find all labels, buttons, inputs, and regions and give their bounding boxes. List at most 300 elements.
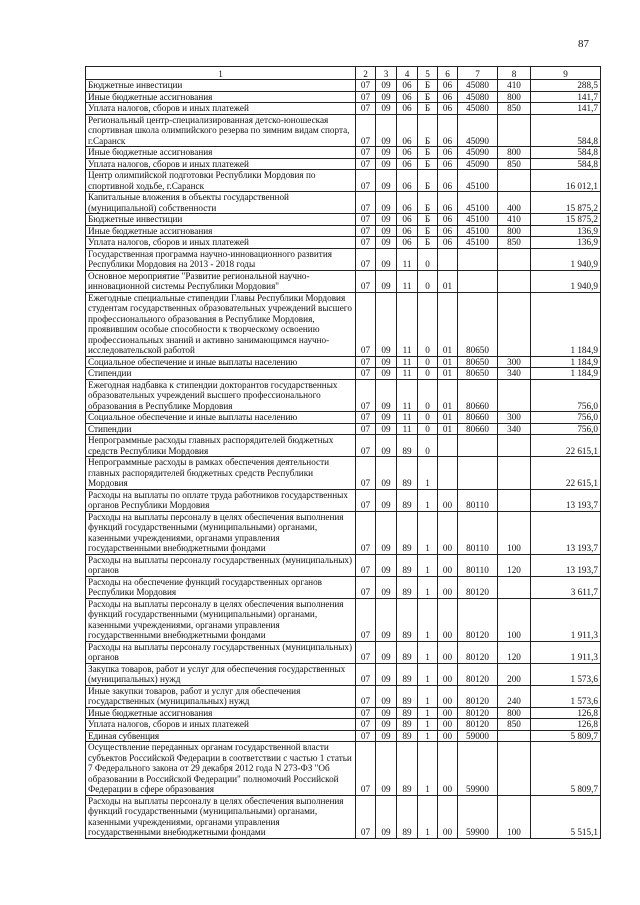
code-6-cell: 00 (438, 554, 458, 576)
code-3-cell: 09 (376, 270, 397, 292)
code-2-cell: 07 (356, 685, 376, 707)
amount-cell: 1 573,6 (531, 685, 601, 707)
code-6-cell: 00 (438, 795, 458, 838)
item-name-cell: Непрограммные расходы главных распорядителей бюджетных средств Республики Мордовия (86, 435, 356, 457)
amount-cell: 22 615,1 (531, 435, 601, 457)
code-7-cell: 45080 (458, 103, 498, 115)
code-4-cell: 11 (397, 412, 418, 424)
code-2-cell: 07 (356, 663, 376, 685)
table-row (86, 292, 601, 356)
table-row (86, 598, 601, 641)
code-2-cell: 07 (356, 707, 376, 719)
item-name-cell: Единая субвенция (86, 730, 356, 742)
amount-cell: 1 184,9 (531, 292, 601, 356)
table-row (86, 356, 601, 368)
code-8-cell (498, 170, 531, 192)
amount-cell: 15 875,2 (531, 192, 601, 214)
table-row (86, 412, 601, 424)
code-7-cell: 80650 (458, 356, 498, 368)
amount-cell: 1 940,9 (531, 248, 601, 270)
page-number: 87 (578, 38, 589, 50)
code-5-cell: 1 (418, 730, 438, 742)
item-name-cell: Осуществление переданных органам государственной власти субъектов Российской Федерации в соответствии с частью 1 статьи 7 Федерального закона от 29 декабря 2012 года N 273-ФЗ "Об образовании в Российской Федерации" полномочий Российской Федерации в сфере образования (86, 742, 356, 796)
code-7-cell: 80660 (458, 379, 498, 412)
code-8-cell (498, 457, 531, 490)
code-2-cell: 07 (356, 576, 376, 598)
table-row (86, 730, 601, 742)
code-7-cell: 45100 (458, 237, 498, 249)
code-7-cell: 80120 (458, 641, 498, 663)
code-6-cell: 01 (438, 423, 458, 435)
code-4-cell: 06 (397, 80, 418, 92)
amount-cell: 13 193,7 (531, 489, 601, 511)
code-3-cell: 09 (376, 663, 397, 685)
code-5-cell: 1 (418, 742, 438, 796)
code-7-cell: 80650 (458, 292, 498, 356)
code-4-cell: 06 (397, 225, 418, 237)
code-3-cell: 09 (376, 170, 397, 192)
code-4-cell: 06 (397, 214, 418, 226)
code-3-cell: 09 (376, 554, 397, 576)
code-8-cell: 800 (498, 91, 531, 103)
code-3-cell: 09 (376, 80, 397, 92)
table-row (86, 158, 601, 170)
code-8-cell: 120 (498, 554, 531, 576)
code-8-cell (498, 742, 531, 796)
code-3-cell: 09 (376, 91, 397, 103)
amount-cell: 1 911,3 (531, 598, 601, 641)
code-6-cell: 06 (438, 214, 458, 226)
code-4-cell: 11 (397, 423, 418, 435)
column-header-6: 6 (438, 67, 458, 80)
code-8-cell: 410 (498, 80, 531, 92)
code-2-cell: 07 (356, 379, 376, 412)
code-5-cell: Б (418, 214, 438, 226)
code-2-cell: 07 (356, 435, 376, 457)
code-2-cell: 07 (356, 114, 376, 147)
table-row (86, 795, 601, 838)
table-row (86, 423, 601, 435)
item-name-cell: Расходы на выплаты персоналу государственных (муниципальных) органов (86, 554, 356, 576)
code-8-cell: 340 (498, 423, 531, 435)
amount-cell: 756,0 (531, 423, 601, 435)
code-3-cell: 09 (376, 158, 397, 170)
code-6-cell: 00 (438, 742, 458, 796)
code-2-cell: 07 (356, 423, 376, 435)
code-6-cell: 00 (438, 719, 458, 731)
code-3-cell: 09 (376, 707, 397, 719)
code-8-cell: 100 (498, 795, 531, 838)
code-3-cell: 09 (376, 730, 397, 742)
item-name-cell: Расходы на обеспечение функций государственных органов Республики Мордовия (86, 576, 356, 598)
code-3-cell: 09 (376, 147, 397, 159)
code-8-cell: 850 (498, 237, 531, 249)
code-4-cell: 89 (397, 457, 418, 490)
code-7-cell: 45100 (458, 225, 498, 237)
item-name-cell: Региональный центр-специализированная детско-юношеская спортивная школа олимпийского резерва по зимним видам спорта, г.Саранск (86, 114, 356, 147)
item-name-cell: Расходы на выплаты персоналу в целях обеспечения выполнения функций государственными (муниципальными) органами, казенными учреждениями, органами управления государственными внебюджетными фондами (86, 795, 356, 838)
code-7-cell: 80110 (458, 554, 498, 576)
code-4-cell: 06 (397, 170, 418, 192)
code-6-cell: 01 (438, 292, 458, 356)
code-7-cell: 45090 (458, 114, 498, 147)
code-2-cell: 07 (356, 598, 376, 641)
amount-cell: 16 012,1 (531, 170, 601, 192)
code-5-cell: 0 (418, 292, 438, 356)
table-row (86, 641, 601, 663)
code-7-cell: 80120 (458, 685, 498, 707)
code-6-cell: 00 (438, 707, 458, 719)
code-8-cell: 200 (498, 663, 531, 685)
table-row (86, 511, 601, 554)
column-header-4: 4 (397, 67, 418, 80)
code-5-cell: 0 (418, 270, 438, 292)
code-5-cell: Б (418, 114, 438, 147)
table-row (86, 80, 601, 92)
code-7-cell: 80120 (458, 576, 498, 598)
code-3-cell: 09 (376, 423, 397, 435)
code-4-cell: 89 (397, 576, 418, 598)
item-name-cell: Закупка товаров, работ и услуг для обеспечения государственных (муниципальных) нужд (86, 663, 356, 685)
item-name-cell: Уплата налогов, сборов и иных платежей (86, 237, 356, 249)
amount-cell: 15 875,2 (531, 214, 601, 226)
code-4-cell: 89 (397, 511, 418, 554)
table-row (86, 103, 601, 115)
code-8-cell: 850 (498, 719, 531, 731)
item-name-cell: Капитальные вложения в объекты государственной (муниципальной) собственности (86, 192, 356, 214)
column-header-8: 8 (498, 67, 531, 80)
code-6-cell: 00 (438, 641, 458, 663)
code-3-cell: 09 (376, 225, 397, 237)
code-2-cell: 07 (356, 147, 376, 159)
code-3-cell: 09 (376, 719, 397, 731)
code-3-cell: 09 (376, 248, 397, 270)
code-6-cell: 00 (438, 663, 458, 685)
item-name-cell: Социальное обеспечение и иные выплаты населению (86, 356, 356, 368)
table-row (86, 707, 601, 719)
code-3-cell: 09 (376, 435, 397, 457)
code-3-cell: 09 (376, 598, 397, 641)
code-6-cell: 00 (438, 598, 458, 641)
code-6-cell: 06 (438, 170, 458, 192)
code-7-cell: 59900 (458, 742, 498, 796)
code-6-cell: 06 (438, 158, 458, 170)
amount-cell: 141,7 (531, 103, 601, 115)
code-4-cell: 06 (397, 147, 418, 159)
code-8-cell: 800 (498, 707, 531, 719)
amount-cell: 22 615,1 (531, 457, 601, 490)
amount-cell: 584,8 (531, 147, 601, 159)
code-8-cell: 300 (498, 356, 531, 368)
table-row (86, 489, 601, 511)
code-3-cell: 09 (376, 489, 397, 511)
table-row (86, 435, 601, 457)
item-name-cell: Иные бюджетные ассигнования (86, 147, 356, 159)
code-6-cell: 06 (438, 147, 458, 159)
code-2-cell: 07 (356, 292, 376, 356)
code-3-cell: 09 (376, 641, 397, 663)
code-8-cell: 240 (498, 685, 531, 707)
code-8-cell (498, 730, 531, 742)
item-name-cell: Расходы на выплаты по оплате труда работников государственных органов Республики Мордовия (86, 489, 356, 511)
amount-cell: 1 940,9 (531, 270, 601, 292)
item-name-cell: Расходы на выплаты персоналу государственных (муниципальных) органов (86, 641, 356, 663)
code-2-cell: 07 (356, 719, 376, 731)
code-3-cell: 09 (376, 511, 397, 554)
amount-cell: 126,8 (531, 719, 601, 731)
code-7-cell (458, 248, 498, 270)
code-5-cell: Б (418, 147, 438, 159)
item-name-cell: Социальное обеспечение и иные выплаты населению (86, 412, 356, 424)
code-6-cell: 01 (438, 379, 458, 412)
code-3-cell: 09 (376, 685, 397, 707)
code-6-cell: 01 (438, 412, 458, 424)
table-row (86, 91, 601, 103)
code-7-cell: 45100 (458, 192, 498, 214)
code-3-cell: 09 (376, 379, 397, 412)
column-header-2: 2 (356, 67, 376, 80)
code-4-cell: 06 (397, 103, 418, 115)
item-name-cell: Ежегодная надбавка к стипендии докторантов государственных образовательных учреждений высшего профессионального образования в Республике Мордовия (86, 379, 356, 412)
code-3-cell: 09 (376, 214, 397, 226)
table-row (86, 237, 601, 249)
amount-cell: 1 184,9 (531, 356, 601, 368)
item-name-cell: Стипендии (86, 368, 356, 380)
code-5-cell: Б (418, 158, 438, 170)
code-4-cell: 89 (397, 685, 418, 707)
code-4-cell: 11 (397, 356, 418, 368)
amount-cell: 136,9 (531, 237, 601, 249)
code-7-cell: 80120 (458, 598, 498, 641)
code-8-cell (498, 292, 531, 356)
code-4-cell: 11 (397, 270, 418, 292)
amount-cell: 136,9 (531, 225, 601, 237)
code-2-cell: 07 (356, 641, 376, 663)
code-5-cell: 0 (418, 423, 438, 435)
code-3-cell: 09 (376, 114, 397, 147)
column-header-3: 3 (376, 67, 397, 80)
column-header-9: 9 (531, 67, 601, 80)
code-6-cell: 06 (438, 103, 458, 115)
code-5-cell: Б (418, 80, 438, 92)
code-4-cell: 06 (397, 91, 418, 103)
code-3-cell: 09 (376, 412, 397, 424)
item-name-cell: Иные бюджетные ассигнования (86, 225, 356, 237)
code-3-cell: 09 (376, 237, 397, 249)
code-4-cell: 89 (397, 707, 418, 719)
code-5-cell: Б (418, 237, 438, 249)
code-2-cell: 07 (356, 270, 376, 292)
code-4-cell: 11 (397, 368, 418, 380)
code-5-cell: 0 (418, 368, 438, 380)
code-2-cell: 07 (356, 192, 376, 214)
code-2-cell: 07 (356, 103, 376, 115)
item-name-cell: Ежегодные специальные стипендии Главы Республики Мордовия студентам государственных образовательных учреждений высшего профессионального образования в Республике Мордовия, проявившим особые способности к творческому освоению профессиональных знаний и активно занимающимся научно-исследовательской работой (86, 292, 356, 356)
code-5-cell: Б (418, 91, 438, 103)
code-4-cell: 89 (397, 742, 418, 796)
amount-cell: 584,8 (531, 158, 601, 170)
code-5-cell: 1 (418, 663, 438, 685)
code-3-cell: 09 (376, 292, 397, 356)
table-row (86, 192, 601, 214)
code-4-cell: 11 (397, 248, 418, 270)
table-row (86, 147, 601, 159)
code-5-cell: 0 (418, 379, 438, 412)
code-3-cell: 09 (376, 368, 397, 380)
code-8-cell (498, 489, 531, 511)
code-6-cell: 00 (438, 511, 458, 554)
item-name-cell: Стипендии (86, 423, 356, 435)
amount-cell: 3 611,7 (531, 576, 601, 598)
table-row (86, 114, 601, 147)
code-5-cell: Б (418, 170, 438, 192)
code-2-cell: 07 (356, 368, 376, 380)
code-4-cell: 06 (397, 192, 418, 214)
table-row (86, 225, 601, 237)
code-6-cell: 01 (438, 356, 458, 368)
code-2-cell: 07 (356, 237, 376, 249)
code-5-cell: 0 (418, 248, 438, 270)
code-8-cell: 850 (498, 103, 531, 115)
code-4-cell: 89 (397, 663, 418, 685)
code-5-cell: 1 (418, 685, 438, 707)
code-7-cell (458, 435, 498, 457)
code-7-cell: 80660 (458, 412, 498, 424)
code-6-cell: 06 (438, 114, 458, 147)
code-5-cell: 1 (418, 554, 438, 576)
code-5-cell: 1 (418, 457, 438, 490)
table-row (86, 457, 601, 490)
amount-cell: 1 184,9 (531, 368, 601, 380)
budget-table (85, 66, 601, 839)
code-4-cell: 89 (397, 795, 418, 838)
code-5-cell: 1 (418, 719, 438, 731)
code-5-cell: Б (418, 225, 438, 237)
code-2-cell: 07 (356, 742, 376, 796)
item-name-cell: Расходы на выплаты персоналу в целях обеспечения выполнения функций государственными (муниципальными) органами, казенными учреждениями, органами управления государственными внебюджетными фондами (86, 598, 356, 641)
code-2-cell: 07 (356, 225, 376, 237)
code-7-cell: 59000 (458, 730, 498, 742)
code-8-cell: 120 (498, 641, 531, 663)
code-2-cell: 07 (356, 170, 376, 192)
code-5-cell: 1 (418, 598, 438, 641)
code-8-cell (498, 248, 531, 270)
amount-cell: 13 193,7 (531, 554, 601, 576)
item-name-cell: Бюджетные инвестиции (86, 214, 356, 226)
item-name-cell: Иные бюджетные ассигнования (86, 707, 356, 719)
code-2-cell: 07 (356, 158, 376, 170)
code-7-cell: 45080 (458, 91, 498, 103)
code-7-cell: 80120 (458, 707, 498, 719)
code-8-cell (498, 435, 531, 457)
code-8-cell: 850 (498, 158, 531, 170)
code-6-cell: 01 (438, 368, 458, 380)
code-5-cell: 0 (418, 356, 438, 368)
amount-cell: 13 193,7 (531, 511, 601, 554)
code-6-cell: 06 (438, 225, 458, 237)
code-8-cell (498, 270, 531, 292)
code-2-cell: 07 (356, 730, 376, 742)
table-row (86, 270, 601, 292)
code-7-cell: 45100 (458, 170, 498, 192)
code-4-cell: 89 (397, 489, 418, 511)
column-header-1: 1 (86, 67, 356, 80)
code-2-cell: 07 (356, 412, 376, 424)
code-3-cell: 09 (376, 576, 397, 598)
amount-cell: 756,0 (531, 379, 601, 412)
item-name-cell: Непрограммные расходы в рамках обеспечения деятельности главных распорядителей бюджетных средств Республики Мордовия (86, 457, 356, 490)
table-row (86, 379, 601, 412)
code-8-cell (498, 576, 531, 598)
code-4-cell: 06 (397, 158, 418, 170)
item-name-cell: Бюджетные инвестиции (86, 80, 356, 92)
code-7-cell: 45100 (458, 214, 498, 226)
code-3-cell: 09 (376, 103, 397, 115)
code-7-cell (458, 457, 498, 490)
code-8-cell: 100 (498, 511, 531, 554)
amount-cell: 141,7 (531, 91, 601, 103)
code-6-cell (438, 457, 458, 490)
code-6-cell: 01 (438, 270, 458, 292)
code-3-cell: 09 (376, 795, 397, 838)
table-body (86, 80, 601, 839)
code-8-cell: 100 (498, 598, 531, 641)
code-2-cell: 07 (356, 489, 376, 511)
code-2-cell: 07 (356, 91, 376, 103)
table-row (86, 663, 601, 685)
amount-cell: 5 515,1 (531, 795, 601, 838)
code-7-cell: 45090 (458, 147, 498, 159)
code-8-cell: 800 (498, 225, 531, 237)
amount-cell: 756,0 (531, 412, 601, 424)
code-8-cell: 410 (498, 214, 531, 226)
amount-cell: 5 809,7 (531, 742, 601, 796)
code-2-cell: 07 (356, 248, 376, 270)
code-6-cell: 06 (438, 91, 458, 103)
code-3-cell: 09 (376, 356, 397, 368)
item-name-cell: Уплата налогов, сборов и иных платежей (86, 158, 356, 170)
amount-cell: 1 573,6 (531, 663, 601, 685)
code-6-cell: 06 (438, 80, 458, 92)
code-7-cell (458, 270, 498, 292)
header-row (86, 67, 601, 80)
table-row (86, 248, 601, 270)
code-7-cell: 80110 (458, 511, 498, 554)
table-row (86, 576, 601, 598)
code-6-cell: 00 (438, 685, 458, 707)
code-2-cell: 07 (356, 214, 376, 226)
amount-cell: 126,8 (531, 707, 601, 719)
code-4-cell: 89 (397, 554, 418, 576)
column-header-7: 7 (458, 67, 498, 80)
code-5-cell: 1 (418, 489, 438, 511)
code-7-cell: 80120 (458, 663, 498, 685)
code-2-cell: 07 (356, 554, 376, 576)
code-5-cell: 1 (418, 511, 438, 554)
code-6-cell: 00 (438, 730, 458, 742)
code-7-cell: 45080 (458, 80, 498, 92)
code-4-cell: 06 (397, 237, 418, 249)
code-7-cell: 80660 (458, 423, 498, 435)
code-6-cell: 06 (438, 192, 458, 214)
item-name-cell: Иные закупки товаров, работ и услуг для обеспечения государственных (муниципальных) нужд (86, 685, 356, 707)
table-row (86, 170, 601, 192)
table-row (86, 719, 601, 731)
amount-cell: 288,5 (531, 80, 601, 92)
table-row (86, 214, 601, 226)
amount-cell: 584,8 (531, 114, 601, 147)
item-name-cell: Иные бюджетные ассигнования (86, 91, 356, 103)
